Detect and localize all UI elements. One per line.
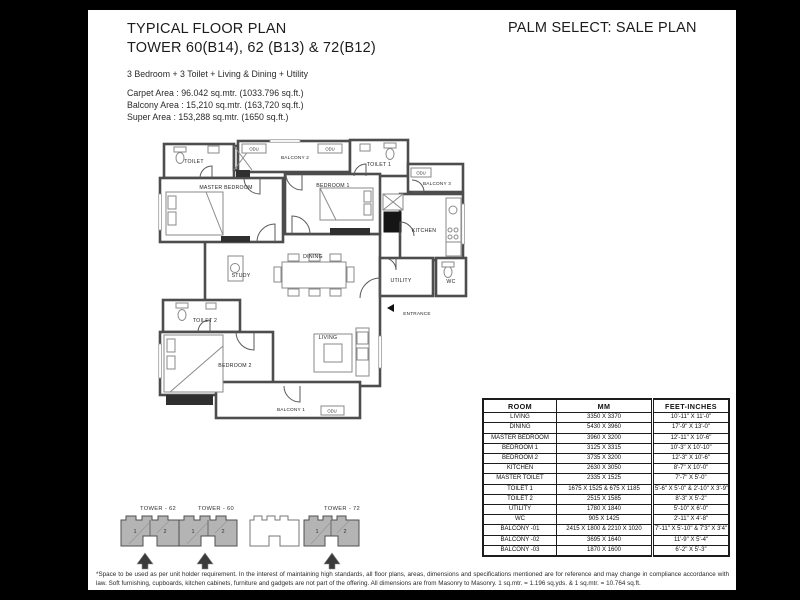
tower60-unit1: 1: [191, 529, 195, 535]
label-entrance: ENTRANCE: [403, 311, 431, 316]
table-cell: 905 X 1425: [557, 515, 653, 525]
floor-plan: [150, 136, 482, 438]
sale-plan-sheet: [88, 10, 736, 590]
table-row: [483, 443, 729, 453]
page-title: [127, 20, 376, 58]
table-cell: 3735 X 3200: [557, 454, 653, 464]
room-toilet1: [350, 140, 408, 176]
title-line2: TOWER 60(B14), 62 (B13) & 72(B12): [127, 40, 376, 56]
table-cell: 1780 X 1840: [557, 505, 653, 515]
table-cell: MASTER BEDROOM: [483, 433, 557, 443]
table-row: [483, 505, 729, 515]
table-cell: 2630 X 3050: [557, 464, 653, 474]
table-cell: 5430 X 3960: [557, 423, 653, 433]
super-area: Super Area : 153,288 sq.mtr. (1650 sq.ft.): [127, 112, 289, 122]
carpet-area: Carpet Area : 96.042 sq.mtr. (1033.796 sq.ft.): [127, 88, 304, 98]
hob: [384, 212, 401, 232]
key-plan-tower72-label: TOWER - 72: [323, 506, 361, 512]
bed-master: [166, 192, 223, 235]
label-odu-3: ODU: [416, 170, 426, 176]
disclaimer: *Space to be used as per unit holder requirement. In the interest of maintaining high standards, all floor plans, areas, dimensions and specifications mentioned are for reference and may change in compliance accordance with law. Soft furnishing, cupboards, kitchen cabinets, furniture and gadgets are not part of the offering. All dimensions are from Masonry to Masonry. 1 sq.mtr. = 1.196 sq.yds. & 1 sq.mtr. = 10.764 sq.ft.: [96, 571, 729, 587]
table-cell: MASTER TOILET: [483, 474, 557, 484]
table-cell: BALCONY -02: [483, 535, 557, 545]
tower60-unit2: 2: [221, 529, 225, 535]
table-header-row: [483, 399, 729, 413]
table-row: [483, 484, 729, 494]
room-toilet2: [163, 300, 240, 332]
table-cell: 7'-11" X 5'-10" & 7'3" X 3'4": [653, 525, 730, 535]
table-cell: 3695 X 1640: [557, 535, 653, 545]
table-cell: 8'-3" X 5'-2": [653, 494, 730, 504]
table-cell: WC: [483, 515, 557, 525]
table-row: [483, 413, 729, 423]
table-cell: 2'-11" X 4'-8": [653, 515, 730, 525]
label-balcony3: BALCONY 3: [422, 181, 452, 186]
label-utility: UTILITY: [390, 278, 412, 284]
table-row: [483, 545, 729, 556]
key-plan-tower62-label: TOWER - 62: [139, 506, 177, 512]
label-master-toilet: TOILET: [184, 159, 204, 165]
label-odu-1: ODU: [249, 146, 259, 152]
col-header-mm: MM: [557, 399, 653, 413]
table-row: [483, 423, 729, 433]
table-cell: DINING: [483, 423, 557, 433]
table-cell: 12'-3" X 10'-6": [653, 454, 730, 464]
table-cell: BEDROOM 1: [483, 443, 557, 453]
table-row: [483, 474, 729, 484]
bed-bedroom1: [320, 188, 373, 220]
bed-bedroom2: [164, 335, 223, 392]
table-cell: 2335 X 1525: [557, 474, 653, 484]
table-cell: LIVING: [483, 413, 557, 423]
table-cell: 7'-7" X 5'-0": [653, 474, 730, 484]
label-odu-2: ODU: [325, 146, 335, 152]
col-header-room: ROOM: [483, 399, 557, 413]
tower60-block: [179, 516, 237, 546]
table-row: [483, 464, 729, 474]
table-cell: KITCHEN: [483, 464, 557, 474]
label-kitchen: KITCHEN: [411, 228, 437, 234]
table-cell: BALCONY -03: [483, 545, 557, 556]
table-cell: 3350 X 3370: [557, 413, 653, 423]
outline-tower-block: [250, 516, 299, 546]
title-line1: TYPICAL FLOOR PLAN: [127, 21, 287, 37]
label-balcony2: BALCONY 2: [280, 155, 310, 160]
tower72-block: [304, 516, 359, 546]
table-cell: UTILITY: [483, 505, 557, 515]
label-living: LIVING: [318, 335, 338, 341]
label-bedroom2: BEDROOM 2: [218, 363, 252, 369]
tower72-arrow-icon: [324, 553, 340, 569]
table-cell: 17'-9" X 13'-0": [653, 423, 730, 433]
label-toilet1: TOILET 1: [366, 162, 392, 168]
dimensions-table-body: [483, 413, 729, 556]
unit-details: [127, 68, 308, 123]
table-cell: 2415 X 1800 & 2210 X 1020: [557, 525, 653, 535]
table-cell: 10'-3" X 10'-10": [653, 443, 730, 453]
label-odu-4: ODU: [327, 408, 337, 414]
tower62-unit2: 2: [163, 529, 167, 535]
table-cell: 10'-11" X 11'-0": [653, 413, 730, 423]
label-toilet2: TOILET 2: [192, 318, 218, 324]
label-balcony1: BALCONY 1: [276, 407, 306, 412]
label-bedroom1: BEDROOM 1: [316, 183, 350, 189]
table-row: [483, 433, 729, 443]
table-row: [483, 454, 729, 464]
col-header-feet-inches: FEET-INCHES: [653, 399, 730, 413]
tower62-unit1: 1: [133, 529, 137, 535]
table-cell: TOILET 1: [483, 484, 557, 494]
label-dining: DINING: [303, 254, 323, 260]
floor-plan-drawing: [150, 136, 482, 438]
dimensions-table: [482, 398, 730, 557]
table-row: [483, 525, 729, 535]
table-cell: 5'-6" X 5'-0" & 2'-10" X 3'-9": [653, 484, 730, 494]
label-master-bedroom: MASTER BEDROOM: [199, 185, 253, 191]
table-cell: BEDROOM 2: [483, 454, 557, 464]
entrance-arrow-icon: [387, 304, 394, 312]
room-utility: [380, 258, 433, 296]
label-wc: WC: [446, 279, 456, 285]
table-cell: 1870 X 1600: [557, 545, 653, 556]
table-row: [483, 494, 729, 504]
key-plan: [108, 500, 400, 574]
tower62-block: [121, 516, 179, 546]
table-cell: 5'-10" X 6'-0": [653, 505, 730, 515]
key-plan-tower60-label: TOWER - 60: [197, 506, 235, 512]
tower62-arrow-icon: [137, 553, 153, 569]
tower72-unit2: 2: [343, 529, 347, 535]
plan-name: PALM SELECT: SALE PLAN: [508, 20, 697, 36]
table-cell: 3960 X 3200: [557, 433, 653, 443]
table-cell: TOILET 2: [483, 494, 557, 504]
table-cell: BALCONY -01: [483, 525, 557, 535]
table-cell: 8'-7" X 10'-0": [653, 464, 730, 474]
tower72-unit1: 1: [315, 529, 319, 535]
table-cell: 11'-9" X 5'-4": [653, 535, 730, 545]
key-plan-drawing: [108, 500, 400, 574]
table-row: [483, 535, 729, 545]
table-row: [483, 515, 729, 525]
tower60-arrow-icon: [197, 553, 213, 569]
table-cell: 2515 X 1585: [557, 494, 653, 504]
balcony-area: Balcony Area : 15,210 sq.mtr. (163,720 sq.ft.): [127, 100, 304, 110]
table-cell: 1675 X 1525 & 675 X 1185: [557, 484, 653, 494]
table-cell: 6'-2" X 5'-3": [653, 545, 730, 556]
label-study: STUDY: [231, 273, 251, 279]
unit-configuration: 3 Bedroom + 3 Toilet + Living & Dining + Utility: [127, 69, 309, 79]
table-cell: 12'-11" X 10'-6": [653, 433, 730, 443]
table-cell: 3125 X 3315: [557, 443, 653, 453]
